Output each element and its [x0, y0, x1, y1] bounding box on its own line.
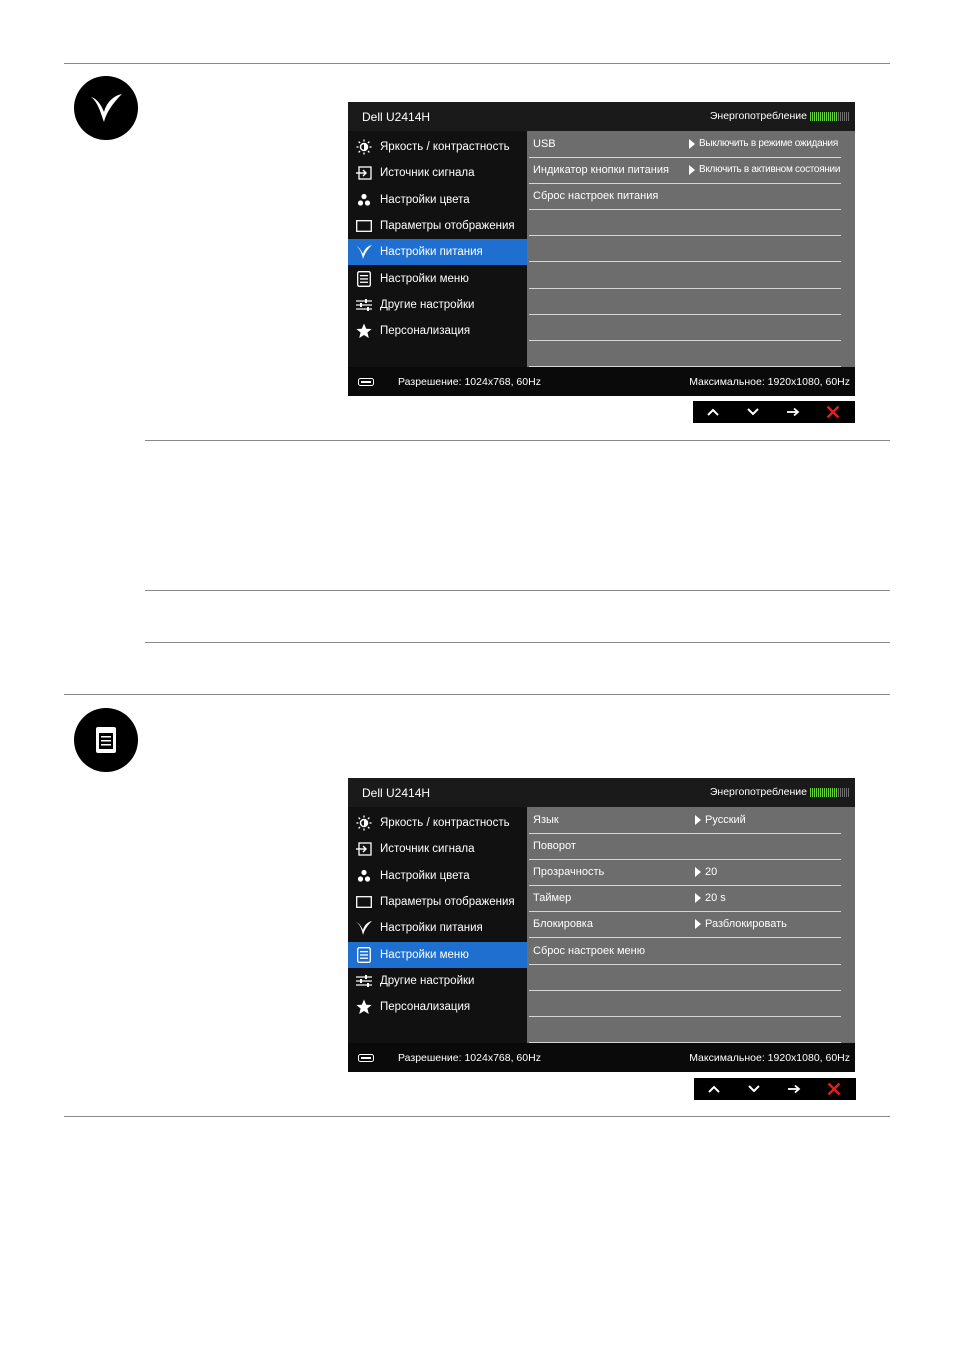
submenu-row-value-text: Выключить в режиме ожидания: [699, 138, 838, 149]
submenu-row[interactable]: [529, 938, 841, 965]
submenu-row-value-text: Разблокировать: [705, 918, 787, 931]
power-bar-segment: [830, 112, 831, 121]
close-x-icon[interactable]: [814, 1078, 854, 1100]
submenu-row-value: [695, 892, 726, 904]
menu-item[interactable]: [348, 160, 527, 186]
enter-arrow-icon[interactable]: [773, 401, 813, 423]
submenu-row-label: Сброс настроек питания: [533, 190, 659, 203]
menu-item[interactable]: [348, 213, 527, 239]
arrow-right-icon: [695, 893, 701, 903]
input-source-icon: [348, 842, 380, 856]
star-icon: [348, 323, 380, 339]
power-label: Энергопотребление: [709, 786, 807, 798]
power-bar-segment: [840, 788, 841, 797]
menu-item-label: Настройки питания: [380, 246, 483, 259]
power-bar-segment: [842, 112, 843, 121]
submenu-row[interactable]: [529, 131, 841, 158]
submenu-row-value: [689, 164, 840, 175]
osd-submenu-panel: [527, 131, 855, 367]
power-bar-segment: [844, 112, 845, 121]
power-leaf-icon: [348, 920, 380, 936]
menu-item[interactable]: [348, 942, 527, 968]
submenu-row-value: [695, 866, 717, 878]
power-bar-segment: [828, 788, 829, 797]
display-rect-icon: [348, 896, 380, 908]
power-bar-segment: [836, 788, 837, 797]
star-icon: [348, 999, 380, 1015]
power-bar-segment: [810, 788, 811, 797]
power-bar-segment: [812, 788, 813, 797]
power-bar-segment: [820, 112, 821, 121]
power-bar-segment: [834, 112, 835, 121]
submenu-row-label: Прозрачность: [533, 866, 605, 879]
power-leaf-icon: [348, 244, 380, 260]
submenu-row-label: Таймер: [533, 892, 572, 905]
power-bar-segment: [846, 788, 847, 797]
menu-item[interactable]: [348, 915, 527, 941]
current-resolution: Разрешение: 1024x768, 60Hz: [398, 1052, 541, 1064]
menu-item-label: Настройки меню: [380, 948, 469, 961]
osd-model-name: Dell U2414H: [362, 786, 431, 800]
submenu-row[interactable]: [529, 859, 841, 886]
power-bar-segment: [822, 112, 823, 121]
divider: [145, 642, 890, 643]
submenu-row-label: Блокировка: [533, 918, 593, 931]
power-level-bar: [810, 112, 849, 121]
osd-nav-buttons: [693, 401, 855, 423]
power-bar-segment: [816, 112, 817, 121]
submenu-row-value: [689, 138, 838, 149]
power-bar-segment: [810, 112, 811, 121]
down-icon[interactable]: [734, 1078, 774, 1100]
power-bar-segment: [838, 112, 839, 121]
arrow-right-icon: [695, 919, 701, 929]
menu-item-label: Настройки питания: [380, 922, 483, 935]
menu-item[interactable]: [348, 810, 527, 836]
power-bar-segment: [842, 788, 843, 797]
max-resolution: Максимальное: 1920x1080, 60Hz: [689, 376, 850, 388]
power-meter: [710, 110, 849, 122]
input-source-icon: [348, 166, 380, 180]
submenu-row-value: [695, 814, 746, 826]
menu-item-label: Персонализация: [380, 325, 471, 338]
submenu-row-label: Сброс настроек меню: [533, 944, 645, 957]
osd-main-menu: [348, 131, 527, 367]
osd-nav-buttons: [694, 1078, 856, 1100]
submenu-row-value-text: Русский: [705, 814, 746, 826]
submenu-row: [529, 990, 841, 1017]
submenu-row: [529, 1016, 841, 1043]
power-bar-segment: [848, 788, 849, 797]
power-bar-segment: [830, 788, 831, 797]
power-bar-segment: [826, 788, 827, 797]
up-icon[interactable]: [694, 1078, 734, 1100]
menu-item[interactable]: [348, 836, 527, 862]
submenu-row-label: Язык: [533, 814, 559, 826]
menu-item-label: Параметры отображения: [380, 895, 515, 908]
divider: [64, 694, 890, 695]
submenu-row[interactable]: [529, 157, 841, 184]
submenu-row: [529, 964, 841, 991]
menu-item[interactable]: [348, 187, 527, 213]
menu-item-label: Источник сигнала: [380, 843, 475, 856]
power-bar-segment: [846, 112, 847, 121]
power-bar-segment: [828, 112, 829, 121]
osd-footer: [348, 1043, 855, 1072]
submenu-row-value-text: 20: [705, 866, 718, 879]
color-dots-icon: [348, 869, 380, 883]
submenu-row: [529, 314, 841, 341]
power-bar-segment: [836, 112, 837, 121]
arrow-right-icon: [689, 139, 695, 149]
submenu-row[interactable]: [529, 183, 841, 210]
menu-doc-icon: [74, 708, 138, 772]
power-bar-segment: [840, 112, 841, 121]
menu-item-label: Настройки цвета: [380, 869, 470, 882]
connector-icon: [358, 377, 374, 389]
divider: [145, 440, 890, 441]
power-bar-segment: [824, 788, 825, 797]
arrow-right-icon: [689, 165, 695, 175]
osd-submenu-panel: [527, 807, 855, 1043]
brightness-icon: [348, 139, 380, 155]
menu-doc-icon: [348, 947, 380, 963]
menu-item-label: Яркость / контрастность: [380, 141, 510, 153]
menu-item[interactable]: [348, 863, 527, 889]
osd-main-menu: [348, 807, 527, 1043]
menu-item[interactable]: [348, 318, 527, 344]
submenu-row-value-text: Включить в активном состоянии: [699, 164, 841, 176]
osd-header: [348, 778, 855, 807]
power-bar-segment: [812, 112, 813, 121]
power-leaf-icon: [74, 76, 138, 140]
power-bar-segment: [816, 788, 817, 797]
sliders-icon: [348, 298, 380, 312]
power-bar-segment: [834, 788, 835, 797]
max-resolution: Максимальное: 1920x1080, 60Hz: [689, 1052, 850, 1064]
osd-power-settings: [348, 102, 855, 396]
power-bar-segment: [824, 112, 825, 121]
power-bar-segment: [822, 788, 823, 797]
menu-item[interactable]: [348, 889, 527, 915]
power-level-bar: [810, 788, 849, 797]
menu-item-label: Другие настройки: [380, 298, 475, 311]
menu-item[interactable]: [348, 968, 527, 994]
connector-icon: [358, 1053, 374, 1065]
submenu-row[interactable]: [529, 833, 841, 860]
arrow-right-icon: [695, 867, 701, 877]
menu-item[interactable]: [348, 266, 527, 292]
current-resolution: Разрешение: 1024x768, 60Hz: [398, 376, 541, 388]
color-dots-icon: [348, 193, 380, 207]
submenu-row: [529, 209, 841, 236]
power-bar-segment: [820, 788, 821, 797]
menu-item-label: Персонализация: [380, 1001, 471, 1014]
menu-item-label: Настройки меню: [380, 272, 469, 285]
submenu-row: [529, 235, 841, 262]
osd-footer: [348, 367, 855, 396]
power-meter: [710, 786, 849, 798]
enter-arrow-icon[interactable]: [774, 1078, 814, 1100]
menu-item-label: Другие настройки: [380, 974, 475, 987]
divider: [145, 590, 890, 591]
submenu-row-label: USB: [533, 138, 556, 150]
display-rect-icon: [348, 220, 380, 232]
menu-item-label: Яркость / контрастность: [380, 817, 510, 829]
osd-header: [348, 102, 855, 131]
menu-item[interactable]: [348, 134, 527, 160]
power-bar-segment: [838, 788, 839, 797]
menu-item-label: Параметры отображения: [380, 219, 515, 232]
power-bar-segment: [832, 112, 833, 121]
submenu-row-label: Поворот: [533, 840, 576, 853]
submenu-row: [529, 288, 841, 315]
power-bar-segment: [818, 788, 819, 797]
power-bar-segment: [814, 112, 815, 121]
power-bar-segment: [826, 112, 827, 121]
power-bar-segment: [818, 112, 819, 121]
submenu-row: [529, 340, 841, 367]
power-label: Энергопотребление: [709, 110, 807, 122]
menu-item[interactable]: [348, 994, 527, 1020]
power-bar-segment: [848, 112, 849, 121]
submenu-row-value-text: 20 s: [705, 892, 726, 905]
up-icon[interactable]: [693, 401, 733, 423]
divider: [64, 1116, 890, 1117]
power-bar-segment: [832, 788, 833, 797]
menu-item[interactable]: [348, 239, 527, 265]
submenu-row[interactable]: [529, 911, 841, 938]
osd-menu-settings: [348, 778, 855, 1072]
osd-model-name: Dell U2414H: [362, 110, 431, 124]
arrow-right-icon: [695, 815, 701, 825]
brightness-icon: [348, 815, 380, 831]
submenu-row: [529, 262, 841, 289]
power-bar-segment: [844, 788, 845, 797]
submenu-row-value: [695, 918, 787, 930]
submenu-row[interactable]: [529, 885, 841, 912]
menu-doc-icon: [348, 271, 380, 287]
submenu-row[interactable]: [529, 807, 841, 834]
menu-item-label: Источник сигнала: [380, 167, 475, 180]
divider: [64, 63, 890, 64]
power-bar-segment: [814, 788, 815, 797]
menu-item-label: Настройки цвета: [380, 193, 470, 206]
sliders-icon: [348, 974, 380, 988]
close-x-icon[interactable]: [813, 401, 853, 423]
down-icon[interactable]: [733, 401, 773, 423]
submenu-row-label: Индикатор кнопки питания: [533, 164, 669, 177]
menu-item[interactable]: [348, 292, 527, 318]
